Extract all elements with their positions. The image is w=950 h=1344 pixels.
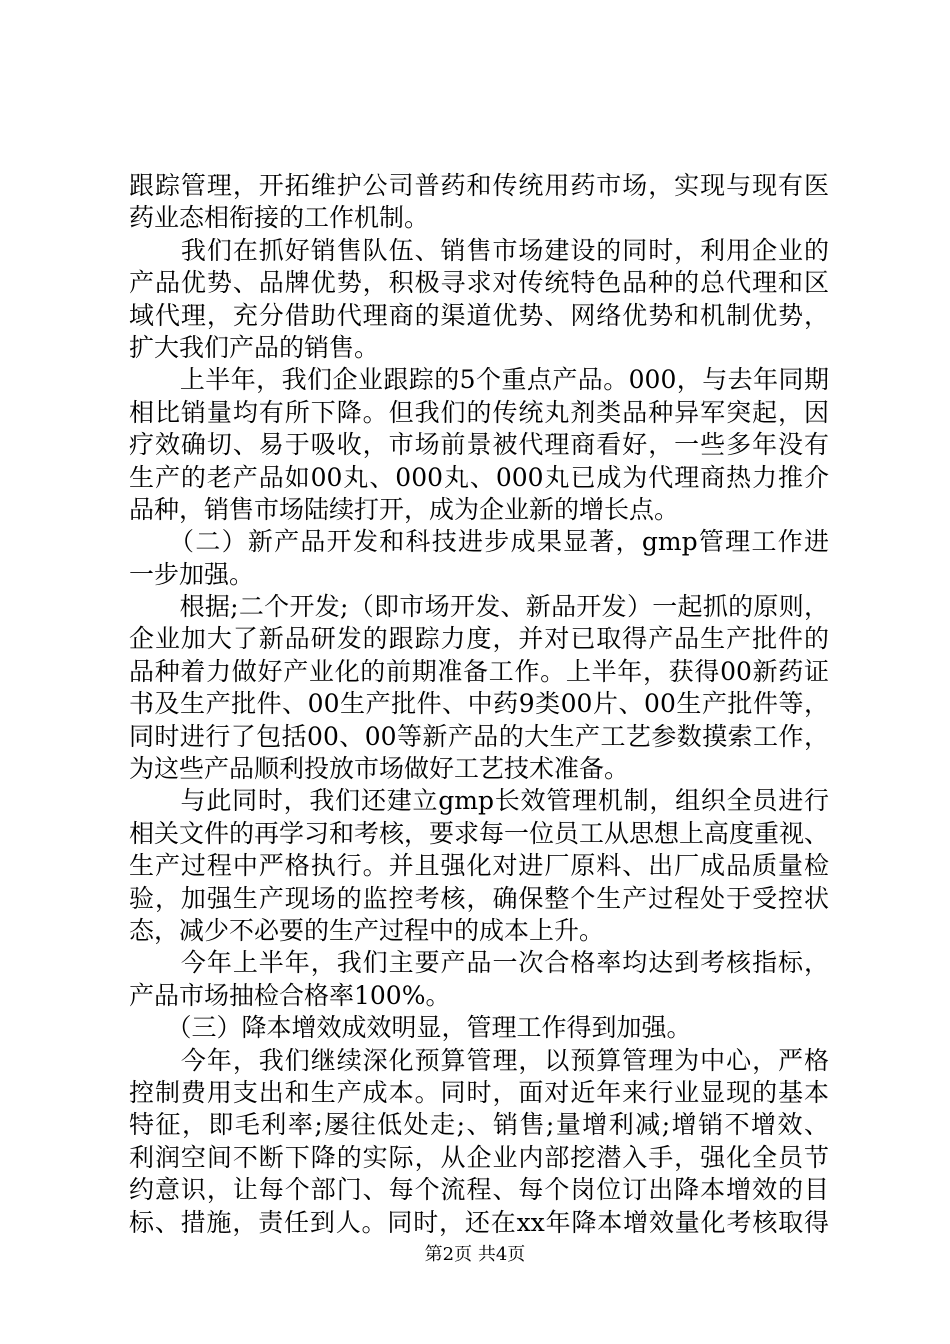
text-line: 今年，我们继续深化预算管理，以预算管理为中心，严格 [129, 1045, 829, 1075]
text-line: 产品市场抽检合格率100%。 [129, 980, 451, 1010]
text-line: 与此同时，我们还建立gmp长效管理机制，组织全员进行 [129, 786, 829, 816]
document-body [129, 170, 829, 1239]
text-line: 疗效确切、易于吸收，市场前景被代理商看好，一些多年没有 [129, 430, 829, 460]
text-line: 相关文件的再学习和考核，要求每一位员工从思想上高度重视、 [129, 818, 830, 848]
text-line: 上半年，我们企业跟踪的5个重点产品。000，与去年同期 [129, 365, 829, 395]
text-line: （二）新产品开发和科技进步成果显著，gmp管理工作进 [129, 527, 829, 557]
page-footer: 第2页 共4页 [424, 1244, 526, 1265]
text-line: 域代理，充分借助代理商的渠道优势、网络优势和机制优势， [129, 300, 829, 330]
text-line: 企业加大了新品研发的跟踪力度，并对已取得产品生产批件的 [129, 624, 829, 654]
text-line: 约意识，让每个部门、每个流程、每个岗位订出降本增效的目 [129, 1175, 829, 1205]
text-line: 生产的老产品如00丸、000丸、000丸已成为代理商热力推介 [129, 462, 829, 492]
text-line: 同时进行了包括00、00等新产品的大生产工艺参数摸索工作， [129, 721, 829, 751]
text-line: 为这些产品顺利投放市场做好工艺技术准备。 [129, 754, 630, 784]
text-line: 生产过程中严格执行。并且强化对进厂原料、出厂成品质量检 [129, 851, 829, 881]
text-line: 品种着力做好产业化的前期准备工作。上半年，获得00新药证 [129, 656, 829, 686]
text-line: 书及生产批件、00生产批件、中药9类00片、00生产批件等， [129, 689, 829, 719]
text-line: 标、措施，责任到人。同时，还在xx年降本增效量化考核取得 [129, 1207, 829, 1237]
text-line: （三）降本增效成效明显，管理工作得到加强。 [129, 1013, 692, 1043]
text-line: 扩大我们产品的销售。 [129, 332, 380, 362]
text-line: 特征，即毛利率;屡往低处走;、销售;量增利减;增销不增效、 [129, 1110, 829, 1140]
text-line: 利润空间不断下降的实际，从企业内部挖潜入手，强化全员节 [129, 1142, 829, 1172]
text-line: 产品优势、品牌优势，积极寻求对传统特色品种的总代理和区 [129, 268, 829, 298]
text-line: 根据;二个开发;（即市场开发、新品开发）一起抓的原则， [129, 592, 829, 622]
text-line: 跟踪管理，开拓维护公司普药和传统用药市场，实现与现有医 [129, 171, 829, 200]
text-line: 态，减少不必要的生产过程中的成本上升。 [129, 915, 605, 945]
text-line: 药业态相衔接的工作机制。 [129, 203, 430, 233]
text-line: 一步加强。 [129, 559, 255, 589]
text-line: 控制费用支出和生产成本。同时，面对近年来行业显现的基本 [129, 1077, 829, 1107]
text-line: 品种，销售市场陆续打开，成为企业新的增长点。 [129, 494, 680, 524]
text-line: 相比销量均有所下降。但我们的传统丸剂类品种异军突起，因 [129, 397, 829, 427]
text-line: 验，加强生产现场的监控考核，确保整个生产过程处于受控状 [129, 883, 829, 913]
text-line: 我们在抓好销售队伍、销售市场建设的同时，利用企业的 [129, 235, 829, 265]
text-line: 今年上半年，我们主要产品一次合格率均达到考核指标， [129, 948, 829, 978]
